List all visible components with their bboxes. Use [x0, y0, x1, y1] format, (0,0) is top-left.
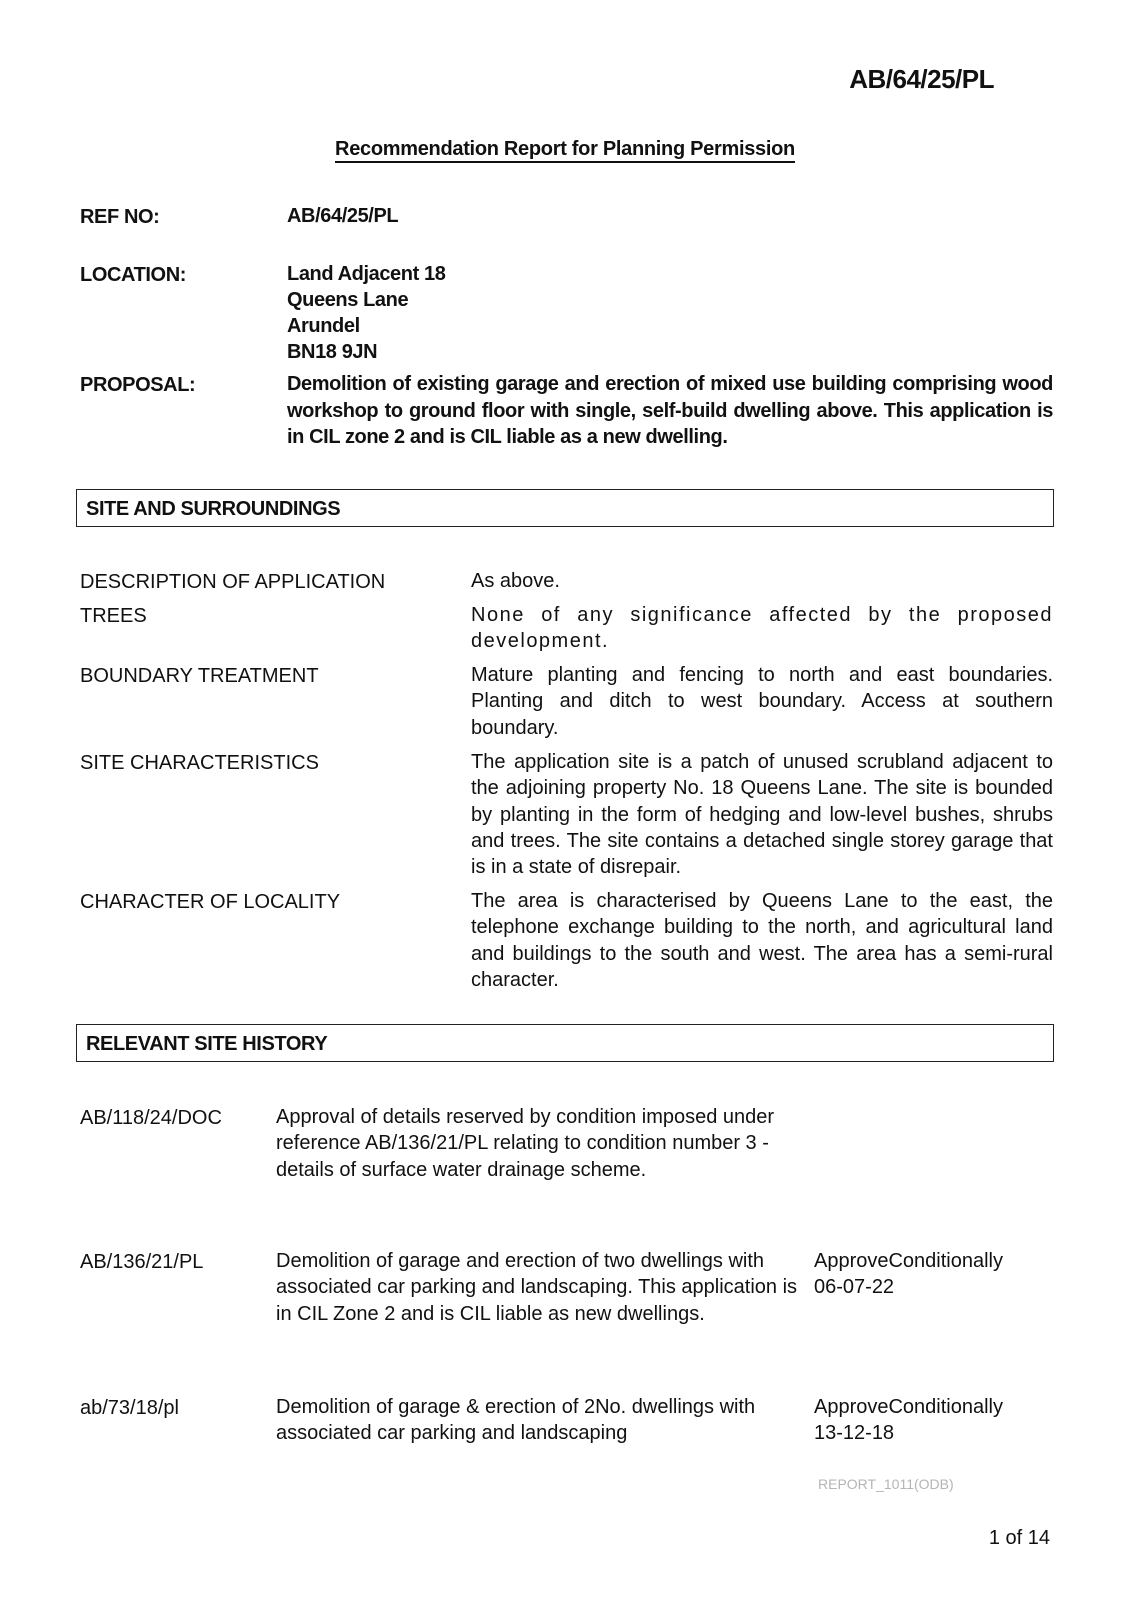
site-row-value: As above.	[471, 570, 560, 592]
site-row-value: None of any significance affected by the proposed development.	[471, 604, 1053, 653]
site-row-value: Mature planting and fencing to north and east boundaries. Planting and ditch to west boundary. Access at southern boundary.	[471, 664, 1053, 739]
proposal-label: PROPOSAL:	[80, 374, 196, 396]
history-description: Demolition of garage and erection of two dwellings with associated car parking and landscaping. This application is in CIL Zone 2 and is CIL liable as new dwellings.	[276, 1250, 798, 1325]
history-decision-date: 06-07-22	[814, 1276, 895, 1299]
history-ref: AB/136/21/PL	[80, 1251, 204, 1273]
site-row-label: CHARACTER OF LOCALITY	[80, 891, 341, 913]
history-decision-text: ApproveConditionally	[814, 1396, 1004, 1418]
document-reference-header: AB/64/25/PL	[849, 64, 994, 94]
page-number: 1 of 14	[988, 1527, 1050, 1549]
site-row-label: DESCRIPTION OF APPLICATION	[80, 571, 386, 593]
site-section-heading: SITE AND SURROUNDINGS	[86, 498, 341, 520]
history-decision-date: 13-12-18	[814, 1422, 895, 1445]
history-ref: AB/118/24/DOC	[80, 1107, 222, 1129]
report-title-text: Recommendation Report for Planning Permission	[335, 138, 795, 163]
history-section-heading-box	[76, 1024, 1054, 1062]
history-ref: ab/73/18/pl	[80, 1397, 179, 1419]
report-title	[0, 138, 1130, 161]
site-row-value: The application site is a patch of unused scrubland adjacent to the adjoining property No. 18 Queens Lane. The site is bounded by planting in the form of hedging and low-level bushes, shrubs and trees. The site contains a detached single storey garage that is in a state of disrepair.	[471, 751, 1053, 879]
location-line: Arundel	[287, 315, 360, 337]
report-code: REPORT_1011(ODB)	[818, 1476, 954, 1492]
ref-no-label: REF NO:	[80, 206, 160, 228]
history-description: Approval of details reserved by condition imposed under reference AB/136/21/PL relating to condition number 3 - details of surface water drainage scheme.	[276, 1106, 775, 1181]
history-decision-text: ApproveConditionally	[814, 1250, 1004, 1272]
site-row-label: TREES	[80, 605, 147, 627]
site-row-label: SITE CHARACTERISTICS	[80, 752, 319, 774]
site-row-label: BOUNDARY TREATMENT	[80, 665, 319, 687]
location-line: Land Adjacent 18	[287, 263, 446, 285]
history-decision	[814, 1394, 1003, 1447]
site-row-value: The area is characterised by Queens Lane to the east, the telephone exchange building to the north, and agricultural land and buildings to the south and west. The area has a semi-rural character.	[471, 890, 1053, 991]
location-line: BN18 9JN	[287, 341, 378, 363]
ref-no-value: AB/64/25/PL	[287, 205, 399, 227]
history-description: Demolition of garage & erection of 2No. dwellings with associated car parking and landscaping	[276, 1396, 756, 1445]
proposal-value: Demolition of existing garage and erection of mixed use building comprising wood workshop to ground floor with single, self-build dwelling above. This application is in CIL zone 2 and is CIL liable as a new dwelling.	[287, 373, 1053, 448]
history-section-heading: RELEVANT SITE HISTORY	[86, 1033, 328, 1055]
location-value	[287, 261, 445, 365]
site-section-heading-box	[76, 489, 1054, 527]
location-label: LOCATION:	[80, 264, 187, 286]
location-line: Queens Lane	[287, 289, 409, 311]
history-decision	[814, 1248, 1003, 1301]
